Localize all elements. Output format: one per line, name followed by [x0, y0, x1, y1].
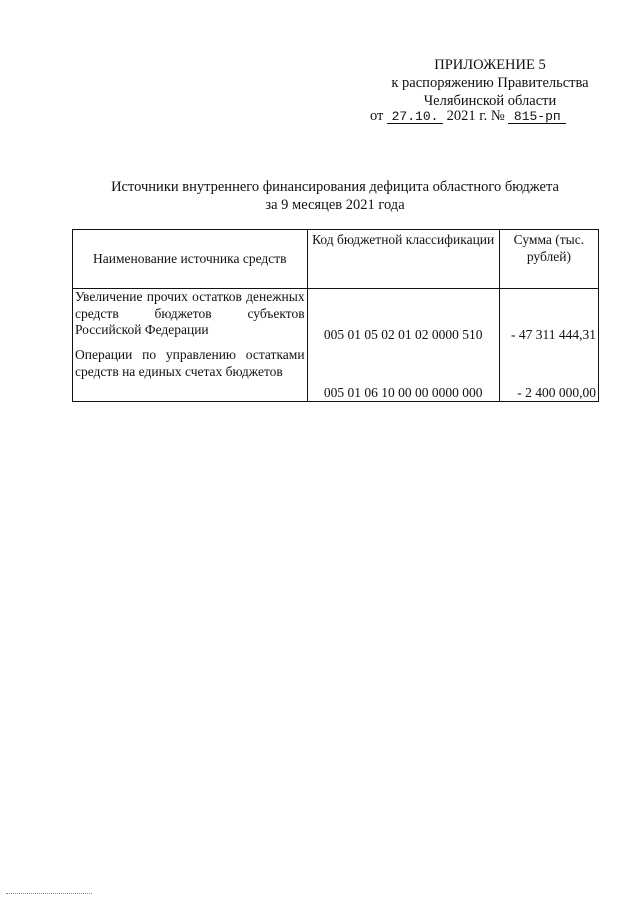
header-sum: Сумма (тыс. рублей)	[499, 230, 598, 289]
row-name: Увеличение прочих остатков денежных средств бюджетов субъектов Российской Федерации	[73, 289, 308, 348]
header-name: Наименование источника средств	[73, 230, 308, 289]
footer-divider	[6, 893, 92, 894]
document-title-line1: Источники внутреннего финансирования дефицита областного бюджета	[111, 179, 559, 195]
appendix-title: ПРИЛОЖЕНИЕ 5	[434, 57, 546, 73]
year-suffix: 2021 г. №	[446, 108, 505, 124]
row-code: 005 01 05 02 01 02 0000 510	[307, 289, 499, 348]
document-title	[60, 178, 610, 214]
header-code: Код бюджетной классификации	[307, 230, 499, 289]
order-date: 27.10.	[387, 110, 443, 124]
appendix-header	[340, 56, 640, 110]
financing-sources-table	[72, 229, 599, 402]
date-prefix: от	[370, 108, 384, 124]
table-header-row	[73, 230, 599, 289]
appendix-region-line: Челябинской области	[423, 93, 557, 109]
table-row	[73, 347, 599, 402]
document-title-line2: за 9 месяцев 2021 года	[265, 197, 405, 213]
row-code: 005 01 06 10 00 00 0000 000	[307, 347, 499, 402]
row-sum: - 2 400 000,00	[499, 347, 598, 402]
order-date-line	[370, 108, 566, 125]
appendix-order-line: к распоряжению Правительства	[391, 75, 589, 91]
order-number: 815-рп	[508, 110, 566, 124]
row-sum: - 47 311 444,31	[499, 289, 598, 348]
table-row	[73, 289, 599, 348]
row-name: Операции по управлению остатками средств на единых счетах бюджетов	[73, 347, 308, 402]
